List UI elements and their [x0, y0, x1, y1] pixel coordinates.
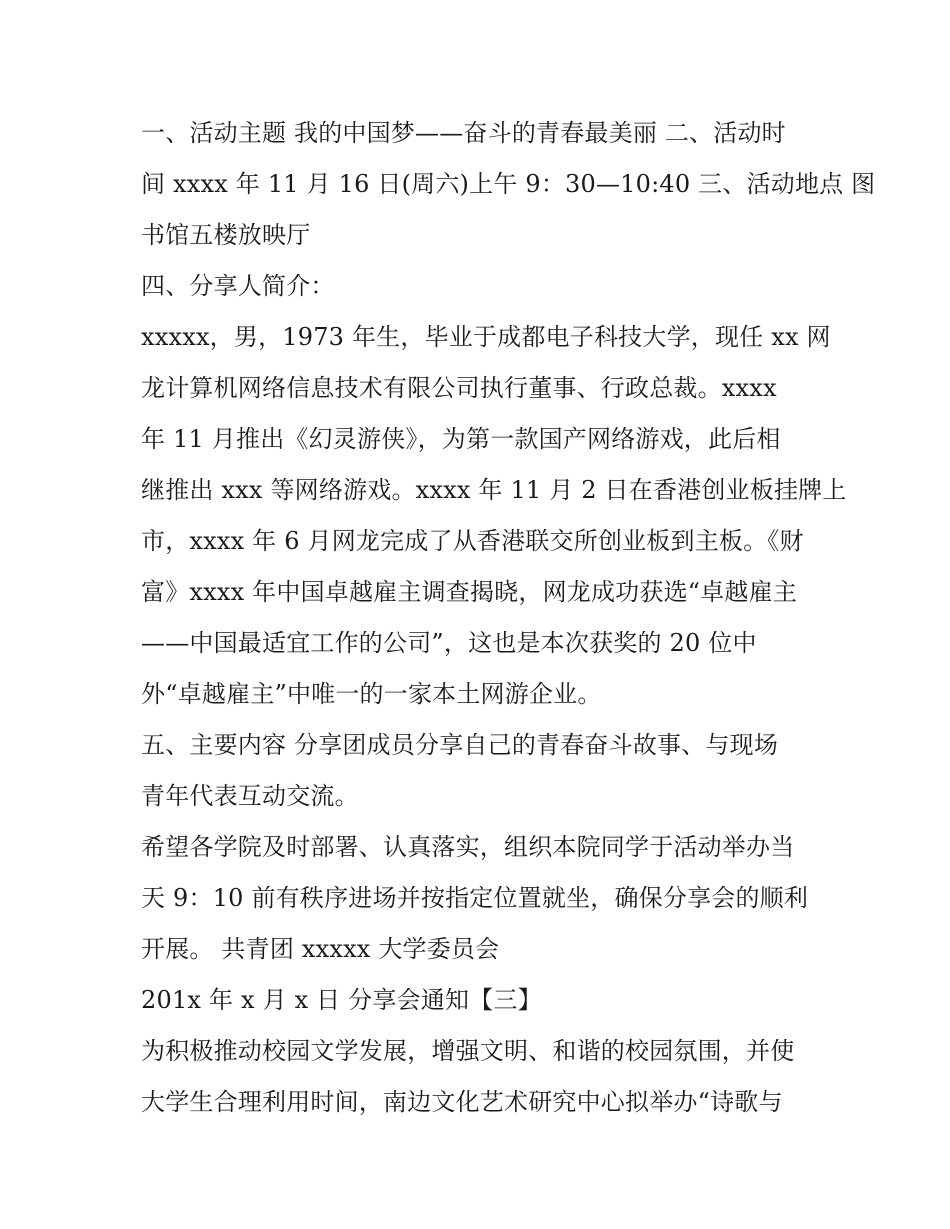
text-line-9: 市，xxxx 年 6 月网龙完成了从香港联交所创业板到主板。《财	[141, 527, 804, 555]
text-line-1: 一、活动主题 我的中国梦——奋斗的青春最美丽 二、活动时	[141, 119, 786, 147]
text-line-7: 年 11 月推出《幻灵游侠》，为第一款国产网络游戏，此后相	[141, 425, 781, 453]
text-line-10: 富》xxxx 年中国卓越雇主调查揭晓，网龙成功获选“卓越雇主	[141, 578, 798, 606]
text-line-18: 201x 年 x 月 x 日 分享会通知【三】	[141, 986, 542, 1014]
document-body	[141, 108, 876, 1128]
text-line-12: 外“卓越雇主”中唯一的一家本土网游企业。	[141, 680, 602, 708]
text-line-13: 五、主要内容 分享团成员分享自己的青春奋斗故事、与现场	[141, 731, 779, 759]
text-line-16: 天 9：10 前有秩序进场并按指定位置就坐，确保分享会的顺利	[141, 884, 809, 912]
text-line-4: 四、分享人简介：	[141, 272, 335, 300]
text-line-3: 书馆五楼放映厅	[141, 221, 311, 249]
text-line-11: ——中国最适宜工作的公司”，这也是本次获奖的 20 位中	[141, 629, 757, 657]
text-line-20: 大学生合理利用时间，南边文化艺术研究中心拟举办“诗歌与	[141, 1088, 783, 1116]
text-line-17: 开展。 共青团 xxxxx 大学委员会	[141, 935, 500, 963]
text-line-8: 继推出 xxx 等网络游戏。xxxx 年 11 月 2 日在香港创业板挂牌上	[141, 476, 847, 504]
text-line-14: 青年代表互动交流。	[141, 782, 359, 810]
text-line-19: 为积极推动校园文学发展，增强文明、和谐的校园氛围，并使	[141, 1037, 795, 1065]
text-line-2: 间 xxxx 年 11 月 16 日(周六)上午 9：30—10:40 三、活动地点 图	[141, 170, 876, 198]
text-line-6: 龙计算机网络信息技术有限公司执行董事、行政总裁。xxxx	[141, 374, 777, 402]
text-line-15: 希望各学院及时部署、认真落实，组织本院同学于活动举办当	[141, 833, 795, 861]
text-line-5: xxxxx，男，1973 年生，毕业于成都电子科技大学，现任 xx 网	[141, 323, 831, 351]
